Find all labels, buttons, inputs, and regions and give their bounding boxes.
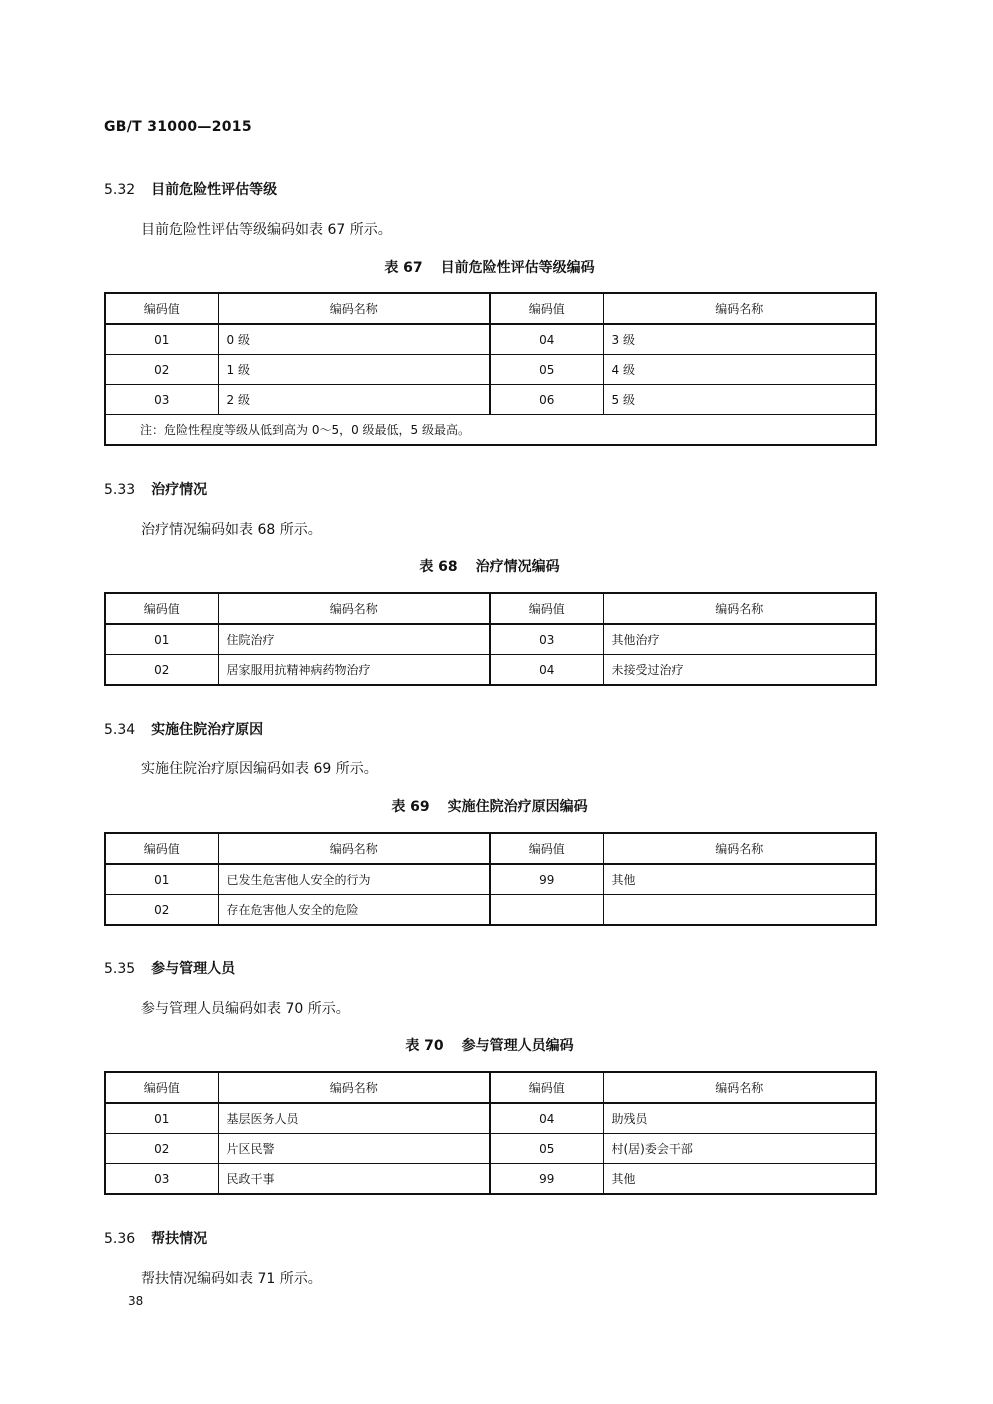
standard-number: GB/T 31000—2015 <box>104 119 252 135</box>
header-name: 编码名称 <box>218 593 490 624</box>
table-caption-67: 表 67 目前危险性评估等级编码 <box>384 260 595 276</box>
header-code: 编码值 <box>105 293 218 324</box>
header-code: 编码值 <box>490 833 603 864</box>
name-cell: 2 级 <box>218 385 490 415</box>
code-cell: 99 <box>490 1164 603 1195</box>
code-cell: 03 <box>490 624 603 655</box>
header-name: 编码名称 <box>218 833 490 864</box>
header-name: 编码名称 <box>218 293 490 324</box>
name-cell: 居家服用抗精神病药物治疗 <box>218 655 490 686</box>
code-cell: 01 <box>105 1103 218 1134</box>
name-cell: 其他 <box>603 1164 876 1195</box>
section-paragraph: 实施住院治疗原因编码如表 69 所示。 <box>141 761 378 777</box>
name-cell: 1 级 <box>218 355 490 385</box>
name-cell: 民政干事 <box>218 1164 490 1195</box>
name-cell <box>603 895 876 926</box>
name-cell: 基层医务人员 <box>218 1103 490 1134</box>
code-cell: 02 <box>105 355 218 385</box>
code-table-69 <box>104 832 877 926</box>
table-row <box>105 1134 876 1164</box>
section-heading-5-34: 5.34 实施住院治疗原因 <box>104 722 264 738</box>
table-row <box>105 655 876 686</box>
name-cell: 已发生危害他人安全的行为 <box>218 864 490 895</box>
header-code: 编码值 <box>105 1072 218 1103</box>
header-code: 编码值 <box>490 593 603 624</box>
header-name: 编码名称 <box>603 833 876 864</box>
name-cell: 存在危害他人安全的危险 <box>218 895 490 926</box>
name-cell: 0 级 <box>218 324 490 355</box>
code-cell: 06 <box>490 385 603 415</box>
code-cell: 02 <box>105 655 218 686</box>
table-row <box>105 355 876 385</box>
code-cell: 02 <box>105 1134 218 1164</box>
table-row <box>105 1103 876 1134</box>
header-name: 编码名称 <box>603 593 876 624</box>
table-note: 注：危险性程度等级从低到高为 0～5，0 级最低，5 级最高。 <box>105 415 876 446</box>
header-code: 编码值 <box>490 1072 603 1103</box>
section-paragraph: 目前危险性评估等级编码如表 67 所示。 <box>141 222 392 238</box>
name-cell: 4 级 <box>603 355 876 385</box>
table-row <box>105 864 876 895</box>
code-table-70 <box>104 1071 877 1195</box>
section-paragraph: 参与管理人员编码如表 70 所示。 <box>141 1001 350 1017</box>
table-row <box>105 324 876 355</box>
code-cell: 01 <box>105 324 218 355</box>
name-cell: 未接受过治疗 <box>603 655 876 686</box>
name-cell: 其他 <box>603 864 876 895</box>
code-cell: 05 <box>490 355 603 385</box>
code-cell: 99 <box>490 864 603 895</box>
code-cell: 01 <box>105 864 218 895</box>
code-cell: 04 <box>490 324 603 355</box>
table-row <box>105 1164 876 1195</box>
table-row <box>105 385 876 415</box>
section-heading-5-35: 5.35 参与管理人员 <box>104 961 236 977</box>
section-paragraph: 治疗情况编码如表 68 所示。 <box>141 522 322 538</box>
header-code: 编码值 <box>105 593 218 624</box>
section-paragraph: 帮扶情况编码如表 71 所示。 <box>141 1271 322 1287</box>
code-cell: 01 <box>105 624 218 655</box>
header-name: 编码名称 <box>603 293 876 324</box>
table-caption-69: 表 69 实施住院治疗原因编码 <box>391 799 588 815</box>
table-caption-68: 表 68 治疗情况编码 <box>419 559 560 575</box>
code-table-68 <box>104 592 877 686</box>
section-heading-5-32: 5.32 目前危险性评估等级 <box>104 182 278 198</box>
section-heading-5-33: 5.33 治疗情况 <box>104 482 208 498</box>
code-cell: 04 <box>490 1103 603 1134</box>
page-number: 38 <box>128 1294 144 1308</box>
name-cell: 村(居)委会干部 <box>603 1134 876 1164</box>
section-heading-5-36: 5.36 帮扶情况 <box>104 1231 208 1247</box>
table-caption-70: 表 70 参与管理人员编码 <box>405 1038 574 1054</box>
name-cell: 3 级 <box>603 324 876 355</box>
header-code: 编码值 <box>105 833 218 864</box>
header-code: 编码值 <box>490 293 603 324</box>
code-cell <box>490 895 603 926</box>
name-cell: 助残员 <box>603 1103 876 1134</box>
code-cell: 03 <box>105 385 218 415</box>
table-row <box>105 624 876 655</box>
code-cell: 04 <box>490 655 603 686</box>
name-cell: 5 级 <box>603 385 876 415</box>
header-name: 编码名称 <box>218 1072 490 1103</box>
code-cell: 02 <box>105 895 218 926</box>
name-cell: 住院治疗 <box>218 624 490 655</box>
name-cell: 片区民警 <box>218 1134 490 1164</box>
code-cell: 05 <box>490 1134 603 1164</box>
header-name: 编码名称 <box>603 1072 876 1103</box>
code-cell: 03 <box>105 1164 218 1195</box>
code-table-67 <box>104 292 877 446</box>
table-note-row <box>105 415 876 446</box>
table-row <box>105 895 876 926</box>
name-cell: 其他治疗 <box>603 624 876 655</box>
